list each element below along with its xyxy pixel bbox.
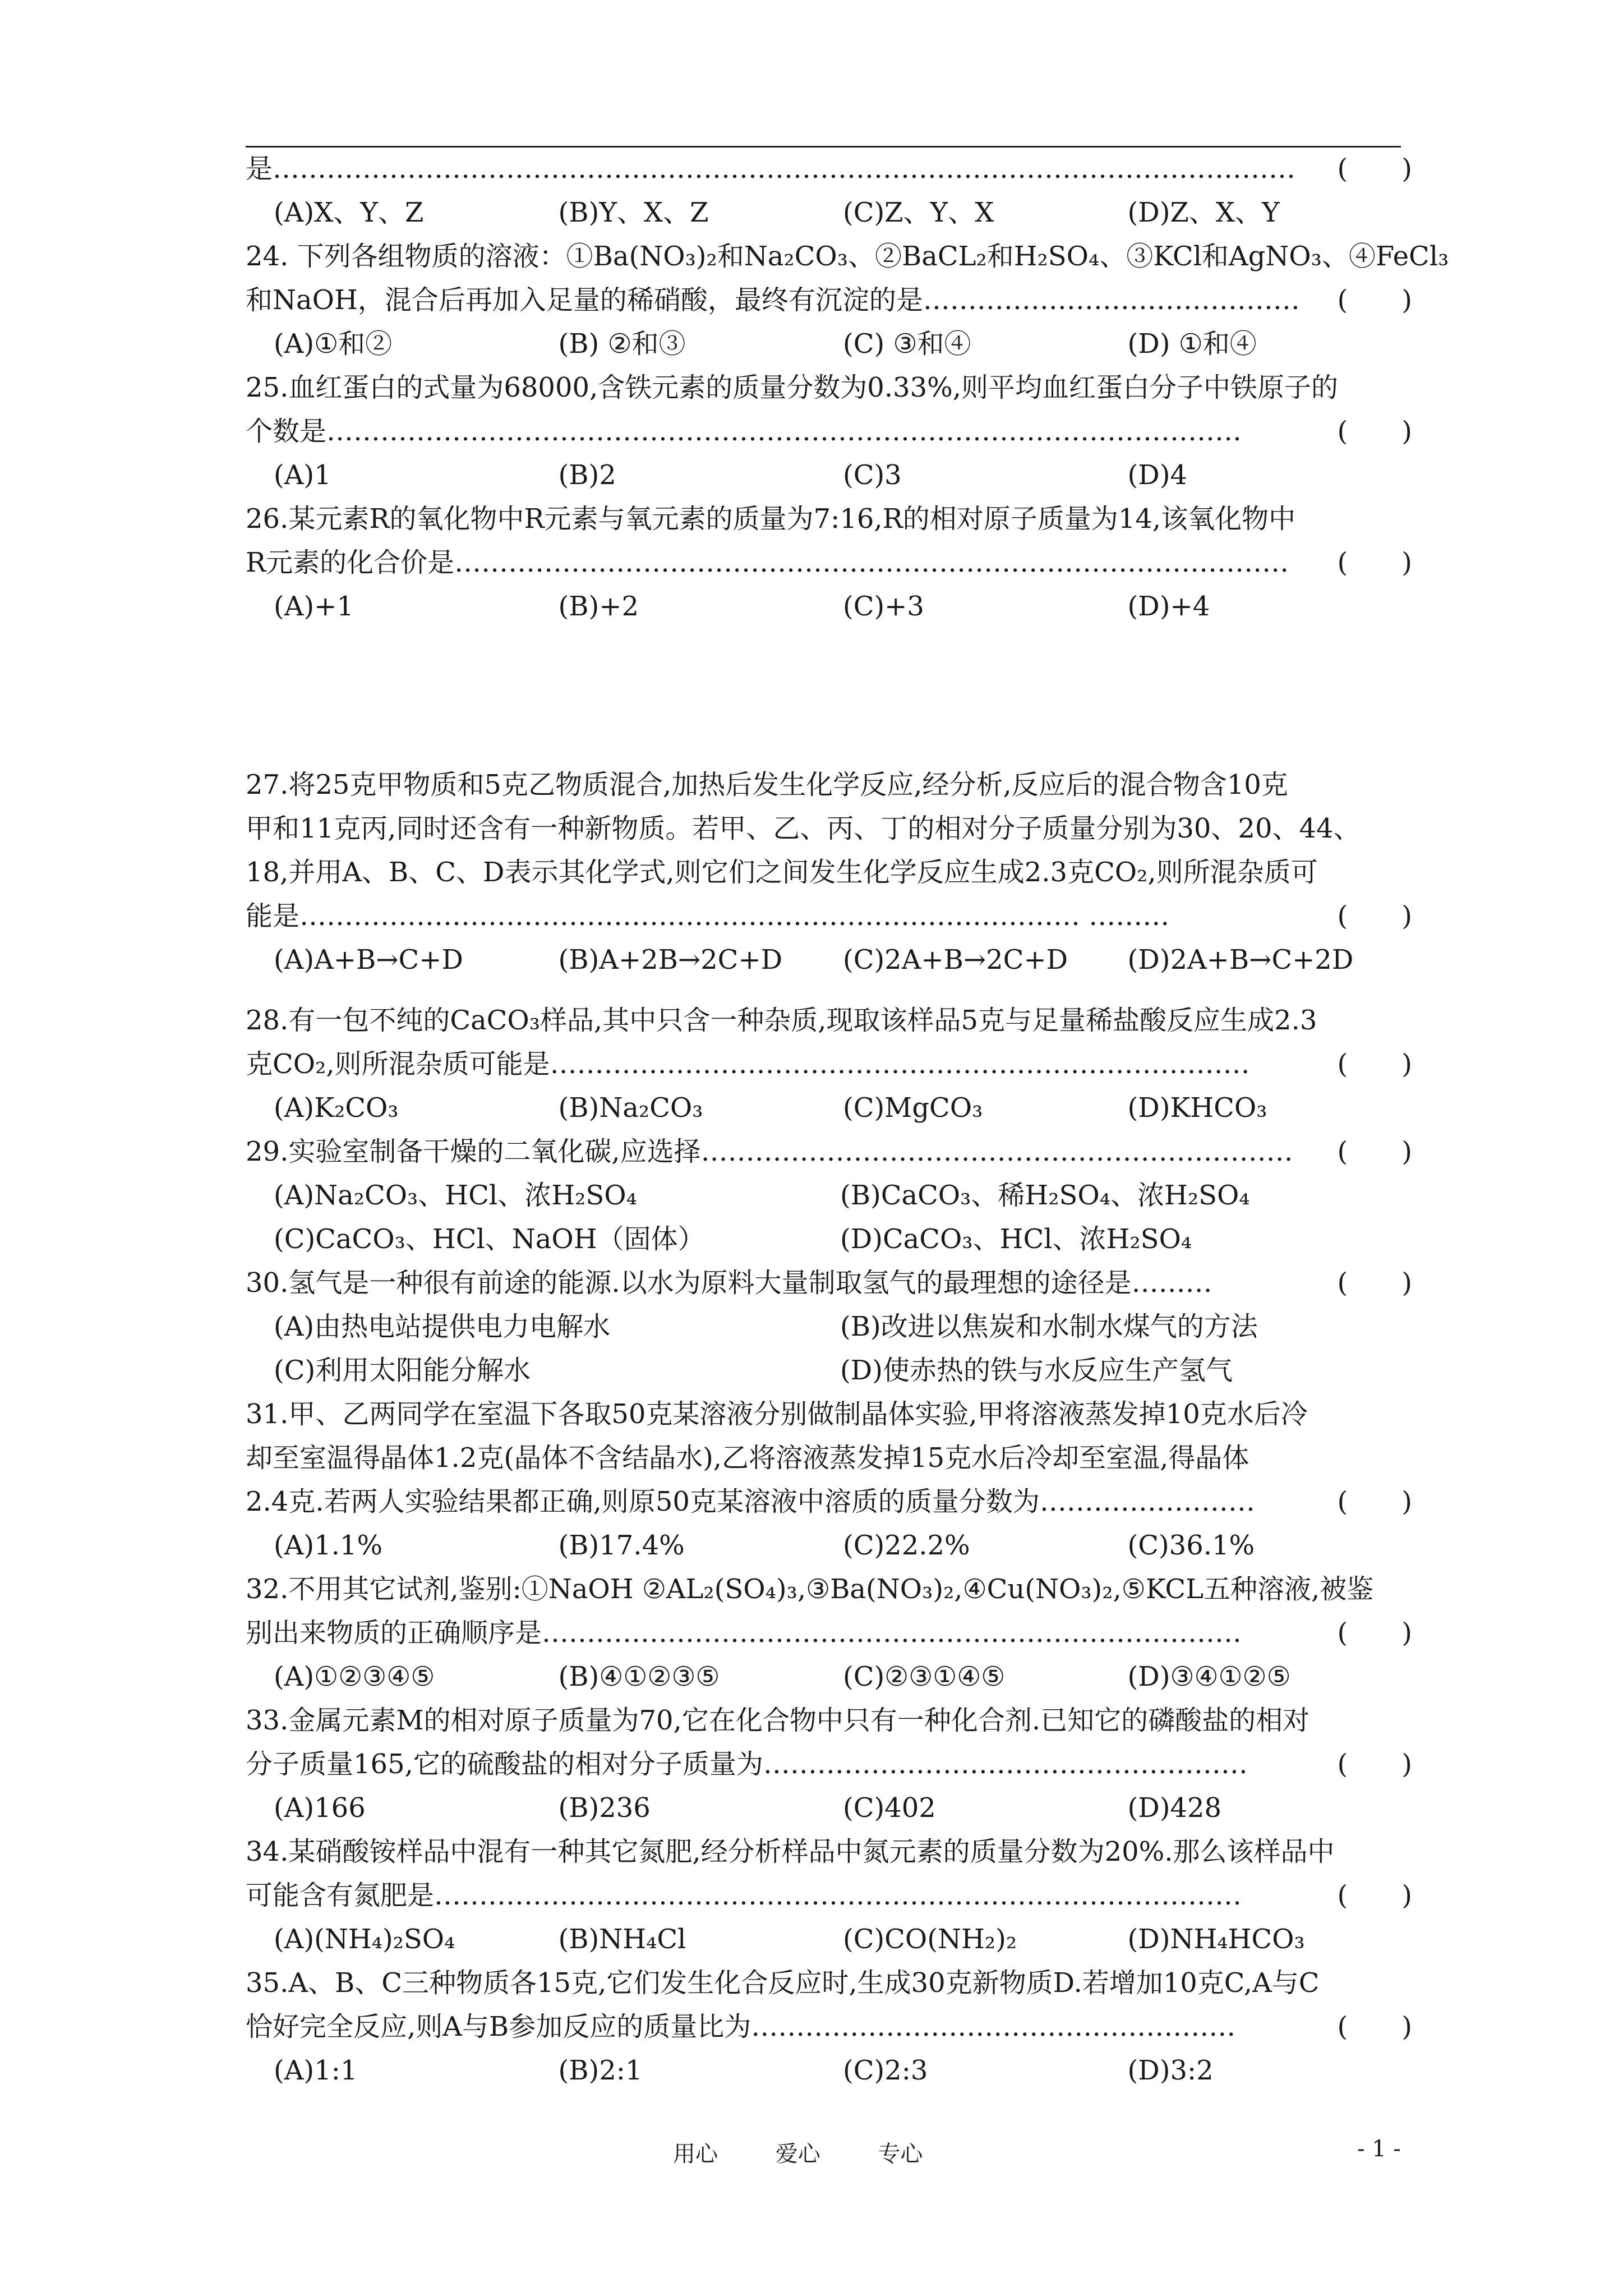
q24-line-1: 24. 下列各组物质的溶液：①Ba(NO₃)₂和Na₂CO₃、②BaCL₂和H₂SO₄、③KCl和AgNO₃、④FeCl₃ [246, 241, 1449, 272]
q27-line-4-text: 能是…………………………………………………………………………… ……… [246, 900, 1170, 932]
q31-line-3 [246, 1480, 1412, 1524]
option-a: (A)1 [274, 459, 331, 491]
q29-options-row-1 [246, 1174, 1412, 1217]
answer-bracket: ( ) [1337, 1267, 1412, 1299]
answer-bracket: ( ) [1337, 153, 1412, 185]
footer-motto [673, 2136, 973, 2168]
option-c: (C)22.2% [843, 1530, 970, 1561]
option-c: (C)Z、Y、X [843, 197, 994, 228]
blank-gap [246, 628, 1412, 763]
option-c: (C)2:3 [843, 2055, 928, 2086]
option-d: (D) ①和④ [1127, 328, 1257, 360]
q24-line-2 [246, 278, 1412, 322]
option-a: (A)Na₂CO₃、HCl、浓H₂SO₄ [274, 1180, 637, 1211]
footer-word-2: 爱心 [775, 2141, 820, 2167]
option-d: (D)使赤热的铁与水反应生产氢气 [840, 1355, 1233, 1386]
q24-options [246, 322, 1412, 366]
option-b: (B)A+2B→2C+D [558, 944, 783, 976]
option-a: (A)X、Y、Z [274, 197, 424, 228]
option-a: (A)+1 [274, 591, 354, 622]
q27-line-1: 27.将25克甲物质和5克乙物质混合,加热后发生化学反应,经分析,反应后的混合物含10克 [246, 769, 1288, 800]
option-b: (B) ②和③ [558, 328, 686, 360]
option-b: (B)2 [558, 459, 616, 491]
q32-options [246, 1655, 1412, 1699]
answer-bracket: ( ) [1337, 1486, 1412, 1517]
option-a: (A)(NH₄)₂SO₄ [274, 1924, 455, 1955]
q35-line-1: 35.A、B、C三种物质各15克,它们发生化合反应时,生成30克新物质D.若增加10克C,A与C [246, 1967, 1320, 1999]
option-b: (B)NH₄Cl [558, 1924, 686, 1955]
q27-line-2: 甲和11克丙,同时还含有一种新物质。若甲、乙、丙、丁的相对分子质量分别为30、20、44、 [246, 813, 1361, 844]
option-c: (C)CO(NH₂)₂ [843, 1924, 1017, 1955]
q32-line-1: 32.不用其它试剂,鉴别:①NaOH ②AL₂(SO₄)₃,③Ba(NO₃)₂,④Cu(NO₃)₂,⑤KCL五种溶液,被鉴 [246, 1573, 1374, 1605]
option-b: (B)Y、X、Z [558, 197, 709, 228]
option-c: (C) ③和④ [843, 328, 971, 360]
q26-options [246, 585, 1412, 628]
q28-options [246, 1086, 1412, 1130]
q23-tail-text: 是…………………………………………………………………………………………………… [246, 153, 1296, 185]
option-d: (C)36.1% [1127, 1530, 1255, 1561]
option-a: (A)166 [274, 1792, 366, 1824]
option-c: (C)MgCO₃ [843, 1092, 983, 1124]
q26-line-1: 26.某元素R的氧化物中R元素与氧元素的质量为7:16,R的相对原子质量为14,该氧化物中 [246, 503, 1296, 535]
option-d: (D)2A+B→C+2D [1127, 944, 1354, 976]
q26-line-2-text: R元素的化合价是………………………………………………………………………………… [246, 547, 1289, 578]
q27-line-4 [246, 894, 1412, 938]
option-a: (A)①和② [274, 328, 393, 360]
q25-line-2 [246, 409, 1412, 453]
blank-gap [246, 982, 1412, 999]
q33-line-2 [246, 1742, 1412, 1786]
option-d: (D)3:2 [1127, 2055, 1214, 2086]
option-b: (B)Na₂CO₃ [558, 1092, 703, 1124]
q25-line-1: 25.血红蛋白的式量为68000,含铁元素的质量分数为0.33%,则平均血红蛋白分子中铁原子的 [246, 372, 1339, 403]
option-d: (D)③④①②⑤ [1127, 1661, 1291, 1692]
answer-bracket: ( ) [1337, 416, 1412, 447]
q34-options [246, 1917, 1412, 1961]
option-a: (A)①②③④⑤ [274, 1661, 435, 1692]
q33-line-2-text: 分子质量165,它的硫酸盐的相对分子质量为……………………………………………… [246, 1749, 1248, 1780]
q23-tail-line [246, 147, 1412, 191]
q33-options [246, 1786, 1412, 1830]
document-page [246, 147, 1449, 2092]
q28-line-2 [246, 1042, 1412, 1086]
q23-options [246, 191, 1412, 234]
answer-bracket: ( ) [1337, 900, 1412, 932]
q35-line-2 [246, 2005, 1412, 2049]
option-c: (C)402 [843, 1792, 936, 1824]
option-c: (C)2A+B→2C+D [843, 944, 1068, 976]
answer-bracket: ( ) [1337, 1617, 1412, 1649]
footer-word-1: 用心 [673, 2141, 718, 2167]
q31-options [246, 1524, 1412, 1567]
q32-line-2-text: 别出来物质的正确顺序是…………………………………………………………………… [246, 1617, 1242, 1649]
option-d: (D)+4 [1127, 591, 1210, 622]
q31-line-3-text: 2.4克.若两人实验结果都正确,则原50克某溶液中溶质的质量分数为…………………… [246, 1486, 1255, 1517]
option-c: (C)CaCO₃、HCl、NaOH（固体） [274, 1223, 705, 1255]
option-a: (A)A+B→C+D [274, 944, 463, 976]
option-a: (A)K₂CO₃ [274, 1092, 399, 1124]
q27-options [246, 938, 1412, 982]
option-b: (B)CaCO₃、稀H₂SO₄、浓H₂SO₄ [840, 1180, 1250, 1211]
answer-bracket: ( ) [1337, 1136, 1412, 1167]
option-d: (D)NH₄HCO₃ [1127, 1924, 1305, 1955]
q31-line-2: 却至室温得晶体1.2克(晶体不含结晶水),乙将溶液蒸发掉15克水后冷却至室温,得晶体 [246, 1442, 1249, 1474]
option-c: (C)利用太阳能分解水 [274, 1355, 531, 1386]
q34-line-2 [246, 1874, 1412, 1917]
option-c: (C)3 [843, 459, 902, 491]
option-b: (B)17.4% [558, 1530, 685, 1561]
q35-line-2-text: 恰好完全反应,则A与B参加反应的质量比为……………………………………………… [246, 2011, 1236, 2042]
answer-bracket: ( ) [1337, 547, 1412, 578]
option-d: (D)Z、X、Y [1127, 197, 1280, 228]
q29-line-1-text: 29.实验室制备干燥的二氧化碳,应选择………………………………………………………… [246, 1136, 1293, 1167]
q34-line-2-text: 可能含有氮肥是……………………………………………………………………………… [246, 1880, 1242, 1911]
option-c: (C)+3 [843, 591, 924, 622]
option-b: (B)236 [558, 1792, 651, 1824]
option-d: (D)KHCO₃ [1127, 1092, 1267, 1124]
q28-line-2-text: 克CO₂,则所混杂质可能是…………………………………………………………………… [246, 1048, 1250, 1080]
option-d: (D)428 [1127, 1792, 1222, 1824]
q35-options [246, 2049, 1412, 2092]
page-number: - 1 - [1357, 2136, 1401, 2162]
option-a: (A)1.1% [274, 1530, 383, 1561]
q29-line-1 [246, 1130, 1412, 1174]
option-b: (B)+2 [558, 591, 639, 622]
footer-word-3: 专心 [878, 2141, 923, 2167]
q34-line-1: 34.某硝酸铵样品中混有一种其它氮肥,经分析样品中氮元素的质量分数为20%.那么该样品中 [246, 1836, 1335, 1867]
q24-line-2-text: 和NaOH，混合后再加入足量的稀硝酸，最终有沉淀的是…………………………………… [246, 284, 1300, 316]
q30-line-1 [246, 1261, 1412, 1305]
option-b: (B)④①②③⑤ [558, 1661, 720, 1692]
q31-line-1: 31.甲、乙两同学在室温下各取50克某溶液分别做制晶体实验,甲将溶液蒸发掉10克水后冷 [246, 1398, 1308, 1430]
q25-line-2-text: 个数是………………………………………………………………………………………… [246, 416, 1242, 447]
answer-bracket: ( ) [1337, 2011, 1412, 2042]
answer-bracket: ( ) [1337, 1880, 1412, 1911]
answer-bracket: ( ) [1337, 284, 1412, 316]
option-a: (A)由热电站提供电力电解水 [274, 1311, 611, 1342]
q30-line-1-text: 30.氢气是一种很有前途的能源.以水为原料大量制取氢气的最理想的途径是……… [246, 1267, 1212, 1299]
option-c: (C)②③①④⑤ [843, 1661, 1006, 1692]
q33-line-1: 33.金属元素M的相对原子质量为70,它在化合物中只有一种化合剂.已知它的磷酸盐的相对 [246, 1705, 1310, 1736]
option-b: (B)2:1 [558, 2055, 643, 2086]
q30-options-row-2 [246, 1349, 1412, 1392]
q26-line-2 [246, 541, 1412, 585]
q27-line-3: 18,并用A、B、C、D表示其化学式,则它们之间发生化学反应生成2.3克CO₂,则所混杂质可 [246, 857, 1318, 888]
option-d: (D)CaCO₃、HCl、浓H₂SO₄ [840, 1223, 1192, 1255]
q28-line-1: 28.有一包不纯的CaCO₃样品,其中只含一种杂质,现取该样品5克与足量稀盐酸反应生成2.3 [246, 1005, 1317, 1036]
q30-options-row-1 [246, 1305, 1412, 1349]
option-a: (A)1:1 [274, 2055, 358, 2086]
answer-bracket: ( ) [1337, 1048, 1412, 1080]
option-b: (B)改进以焦炭和水制水煤气的方法 [840, 1311, 1258, 1342]
answer-bracket: ( ) [1337, 1749, 1412, 1780]
q32-line-2 [246, 1611, 1412, 1655]
q29-options-row-2 [246, 1217, 1412, 1261]
option-d: (D)4 [1127, 459, 1187, 491]
q25-options [246, 453, 1412, 497]
